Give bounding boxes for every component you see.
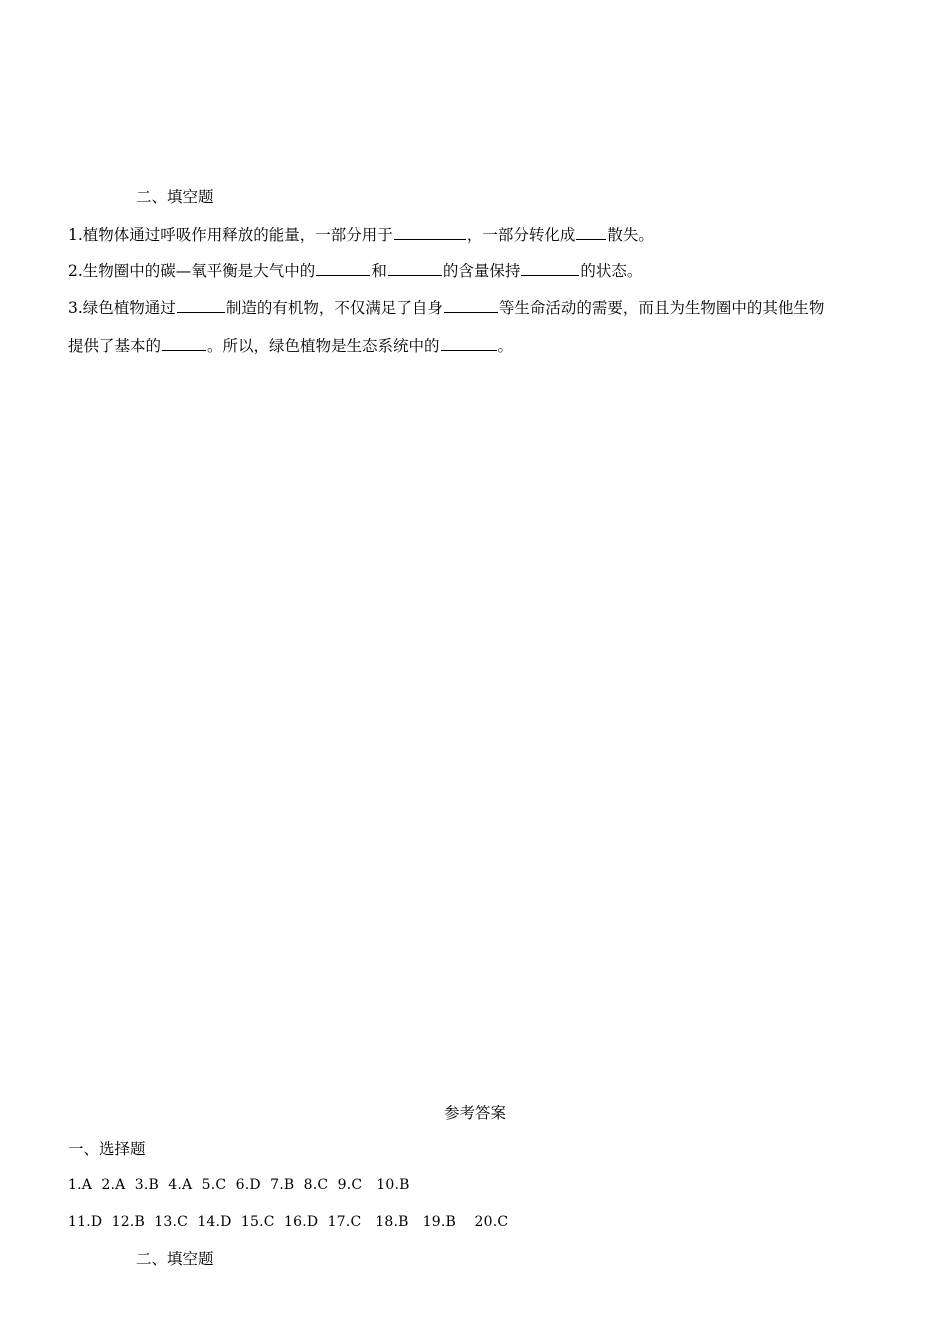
answer-blank[interactable]: [388, 259, 442, 276]
question-text: 绿色植物通过: [82, 299, 176, 317]
choice-heading: 一、选择题: [68, 1140, 146, 1158]
question-number: 3.: [68, 299, 83, 317]
choice-answers-row-2: 11.D 12.B 13.C 14.D 15.C 16.D 17.C 18.B 19.B 20.C: [68, 1214, 509, 1230]
answers-fill-heading: 二、填空题: [136, 1250, 214, 1268]
question-text: 。: [497, 337, 514, 355]
question-3-continued: [68, 334, 513, 357]
question-text: 提供了基本的: [68, 337, 162, 355]
question-text: 的含量保持: [442, 262, 521, 280]
question-text: ，一部分转化成: [466, 226, 576, 244]
answer-blank[interactable]: [394, 223, 466, 240]
question-2: [68, 259, 642, 282]
question-number: 2.: [68, 262, 83, 280]
answers-title: 参考答案: [443, 1104, 506, 1122]
question-text: 植物体通过呼吸作用释放的能量，一部分用于: [82, 226, 393, 244]
question-text: 生物圈中的碳—氧平衡是大气中的: [82, 262, 316, 280]
question-3: [68, 296, 824, 319]
answer-blank[interactable]: [444, 296, 498, 313]
question-text: 。所以，绿色植物是生态系统中的: [207, 337, 440, 355]
choice-answers-row-1: 1.A 2.A 3.B 4.A 5.C 6.D 7.B 8.C 9.C 10.B: [68, 1177, 410, 1193]
fill-section-heading: 二、填空题: [136, 188, 214, 206]
question-text: 制造的有机物，不仅满足了自身: [225, 299, 443, 317]
answer-blank[interactable]: [441, 334, 497, 351]
question-text: 的状态。: [580, 262, 643, 280]
answer-blank[interactable]: [177, 296, 225, 313]
question-text: 等生命活动的需要，而且为生物圈中的其他生物: [498, 299, 825, 317]
answer-blank[interactable]: [576, 223, 606, 240]
question-1: [68, 223, 654, 246]
question-text: 散失。: [607, 226, 654, 244]
question-text: 和: [371, 262, 387, 280]
answer-blank[interactable]: [521, 259, 579, 276]
answer-blank[interactable]: [316, 259, 370, 276]
question-number: 1.: [68, 226, 83, 244]
answer-blank[interactable]: [162, 334, 206, 351]
